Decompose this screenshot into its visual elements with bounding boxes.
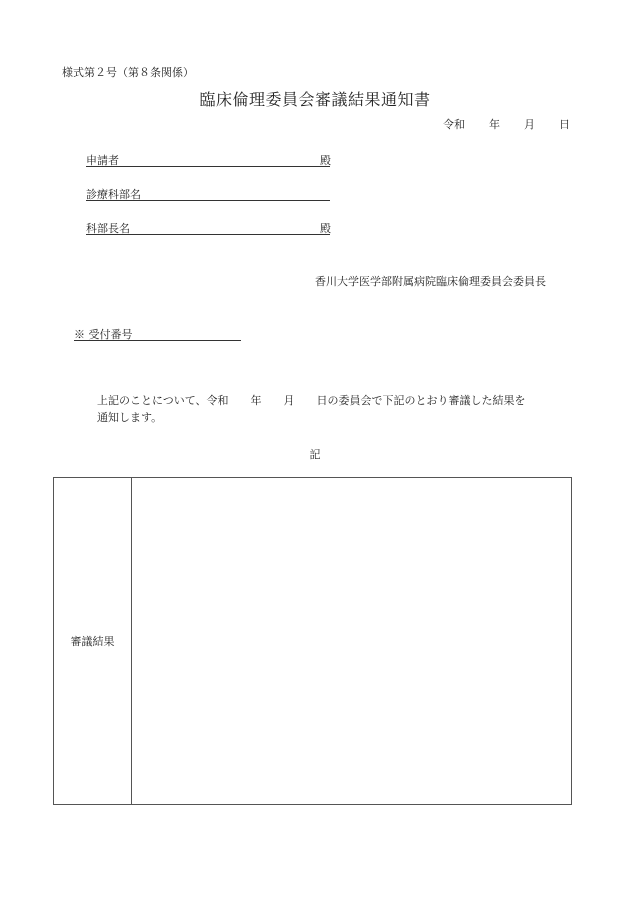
applicant-field [86, 152, 331, 168]
notification-line-1: 上記のことについて、令和 年 月 日の委員会で下記のとおり審議した結果を [97, 394, 526, 407]
ki-heading: 記 [309, 448, 321, 461]
date-month: 月 [524, 118, 535, 131]
date-line [443, 116, 570, 132]
chief-underline[interactable] [86, 234, 330, 235]
notification-text [97, 392, 526, 426]
form-number: 様式第２号（第８条関係） [62, 66, 194, 79]
applicant-suffix: 殿 [320, 154, 331, 167]
department-label: 診療科部名 [86, 188, 141, 201]
result-content-area[interactable] [132, 478, 571, 804]
document-title: 臨床倫理委員会審議結果通知書 [199, 90, 431, 109]
result-label: 審議結果 [54, 478, 132, 804]
date-era: 令和 [443, 118, 465, 131]
date-day: 日 [559, 118, 570, 131]
reception-label: ※ 受付番号 [74, 328, 133, 341]
reception-number-field [74, 326, 133, 342]
chief-field [86, 220, 331, 236]
department-field [86, 186, 141, 202]
chief-label: 科部長名 [86, 222, 130, 235]
date-year: 年 [489, 118, 500, 131]
chief-suffix: 殿 [320, 222, 331, 235]
notification-line-2: 通知します。 [97, 411, 163, 424]
result-table [53, 477, 572, 805]
applicant-underline[interactable] [86, 166, 330, 167]
reception-underline[interactable] [74, 340, 241, 341]
applicant-label: 申請者 [86, 154, 119, 167]
issuer-name: 香川大学医学部附属病院臨床倫理委員会委員長 [315, 275, 546, 288]
department-underline[interactable] [86, 200, 330, 201]
